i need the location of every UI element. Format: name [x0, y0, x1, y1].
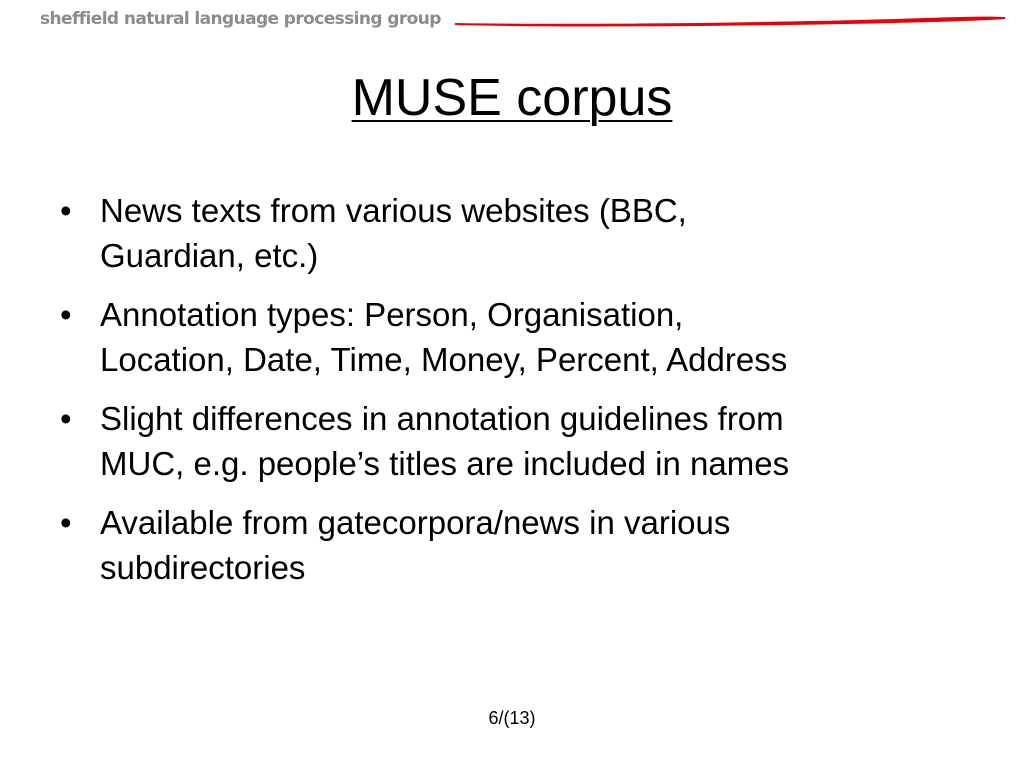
- bullet-item-guidelines: [60, 396, 980, 486]
- bullet-line: Location, Date, Time, Money, Percent, Address: [100, 341, 788, 378]
- bullet-item-annotation-types: [60, 292, 980, 382]
- bullet-item-sources: [60, 188, 980, 278]
- bullet-line: News texts from various websites (BBC,: [100, 192, 687, 229]
- bullet-icon: •: [60, 296, 72, 333]
- bullet-item-availability: [60, 500, 980, 590]
- bullet-list: [60, 188, 980, 604]
- page-number: 6/(13): [488, 708, 536, 728]
- bullet-line: Guardian, etc.): [100, 237, 319, 274]
- bullet-icon: •: [60, 504, 72, 541]
- bullet-line: Annotation types: Person, Organisation,: [100, 296, 684, 333]
- bullet-line: Available from gatecorpora/news in various: [100, 504, 731, 541]
- bullet-icon: •: [60, 400, 72, 437]
- bullet-line: MUC, e.g. people’s titles are included in names: [100, 445, 790, 482]
- bullet-icon: •: [60, 192, 72, 229]
- header-red-rule: [455, 10, 1005, 32]
- group-logo-text: sheffield natural language processing group: [40, 9, 441, 29]
- slide-title: MUSE corpus: [351, 69, 673, 127]
- bullet-line: Slight differences in annotation guidelines from: [100, 400, 784, 437]
- bullet-line: subdirectories: [100, 549, 306, 586]
